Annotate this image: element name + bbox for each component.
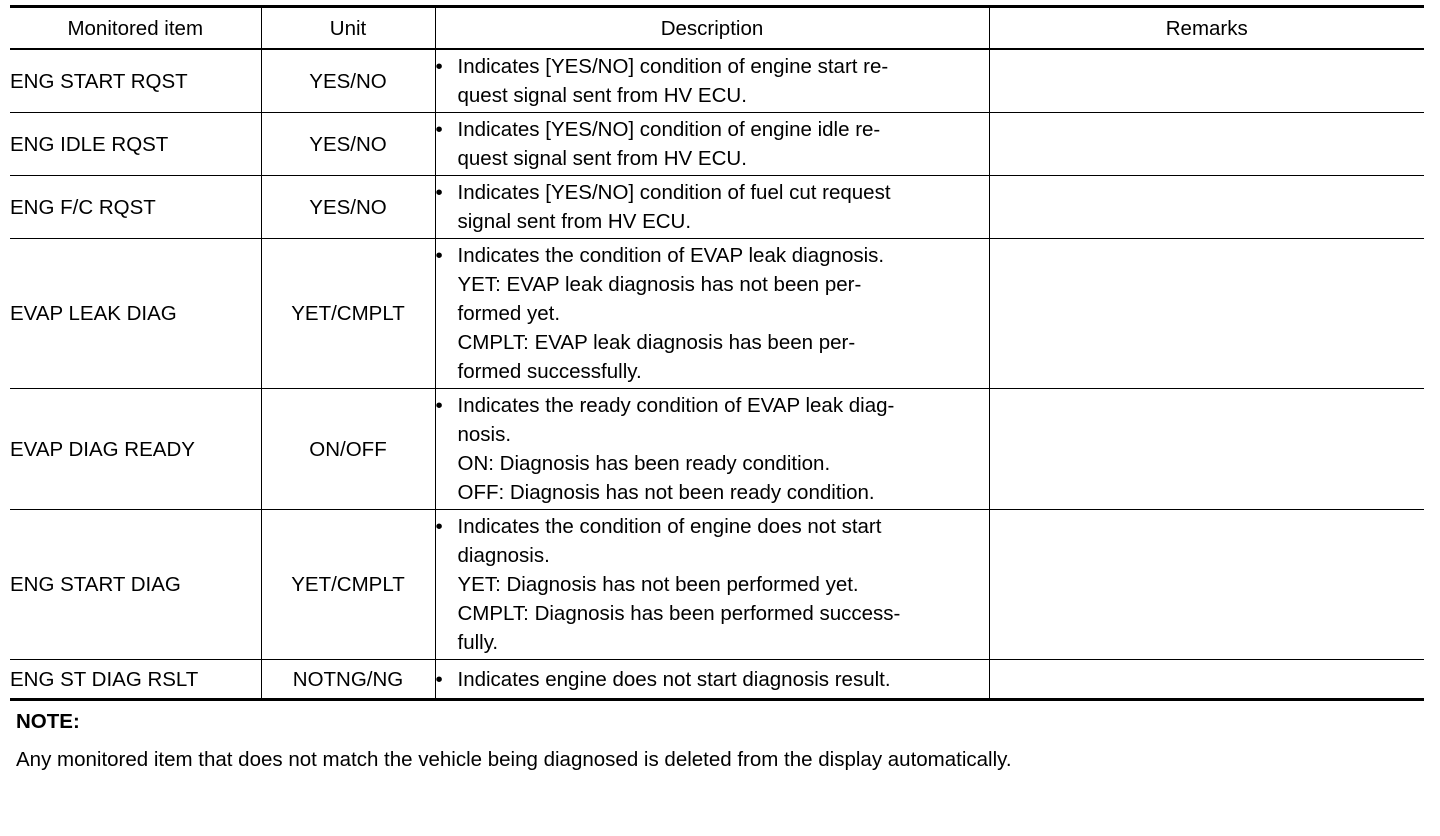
table-header-row (10, 7, 1424, 50)
document-page (10, 5, 1424, 774)
header-unit: Unit (261, 7, 435, 50)
unit-cell: NOTNG/NG (261, 660, 435, 700)
table-row (10, 49, 1424, 113)
description-line: Indicates engine does not start diagnosis result. (457, 667, 891, 691)
note-title: NOTE: (16, 710, 80, 733)
description-bullet (436, 512, 989, 657)
description-line: fully. (457, 631, 499, 654)
bullet-mark: • (435, 515, 443, 538)
note-section (10, 707, 1424, 774)
monitored-item-cell: ENG IDLE RQST (10, 113, 261, 176)
description-bullet (436, 52, 989, 110)
note-text: Any monitored item that does not match the vehicle being diagnosed is deleted from the display automatically. (16, 748, 1012, 771)
description-line: Indicates [YES/NO] condition of engine start re- (457, 55, 889, 78)
unit-cell: ON/OFF (261, 389, 435, 510)
remarks-cell (989, 176, 1424, 239)
description-bullet (436, 665, 989, 694)
description-bullet (436, 178, 989, 236)
description-line: formed yet. (457, 302, 561, 325)
monitored-item-cell: ENG F/C RQST (10, 176, 261, 239)
remarks-cell (989, 49, 1424, 113)
table-row (10, 113, 1424, 176)
description-bullet (436, 115, 989, 173)
unit-cell: YES/NO (261, 176, 435, 239)
unit-cell: YET/CMPLT (261, 510, 435, 660)
description-line: YET: EVAP leak diagnosis has not been per- (457, 273, 862, 296)
header-monitored-item: Monitored item (10, 7, 261, 50)
description-line: signal sent from HV ECU. (457, 210, 692, 233)
description-line: Indicates [YES/NO] condition of engine idle re- (457, 118, 881, 141)
remarks-cell (989, 510, 1424, 660)
description-cell (435, 176, 989, 239)
description-cell (435, 239, 989, 389)
unit-cell: YES/NO (261, 49, 435, 113)
bullet-mark: • (435, 667, 443, 691)
unit-cell: YES/NO (261, 113, 435, 176)
description-line: Indicates the ready condition of EVAP leak diag- (457, 394, 895, 417)
description-bullet (436, 391, 989, 507)
remarks-cell (989, 239, 1424, 389)
table-row (10, 510, 1424, 660)
bullet-mark: • (435, 181, 443, 204)
description-cell (435, 660, 989, 700)
description-line: YET: Diagnosis has not been performed yet. (457, 573, 859, 596)
description-cell (435, 113, 989, 176)
remarks-cell (989, 389, 1424, 510)
bullet-mark: • (435, 244, 443, 267)
header-remarks: Remarks (989, 7, 1424, 50)
description-line: ON: Diagnosis has been ready condition. (457, 452, 831, 475)
monitored-item-cell: EVAP LEAK DIAG (10, 239, 261, 389)
unit-cell: YET/CMPLT (261, 239, 435, 389)
remarks-cell (989, 113, 1424, 176)
description-line: nosis. (457, 423, 512, 446)
table-row (10, 389, 1424, 510)
description-bullet (436, 241, 989, 386)
bullet-mark: • (435, 118, 443, 141)
description-cell (435, 389, 989, 510)
monitor-item-table (10, 5, 1424, 701)
description-line: quest signal sent from HV ECU. (457, 147, 747, 170)
description-line: CMPLT: EVAP leak diagnosis has been per- (457, 331, 856, 354)
monitored-item-cell: EVAP DIAG READY (10, 389, 261, 510)
description-line: Indicates [YES/NO] condition of fuel cut request (457, 181, 891, 204)
description-line: Indicates the condition of EVAP leak diagnosis. (457, 244, 885, 267)
description-line: CMPLT: Diagnosis has been performed success- (457, 602, 901, 625)
header-description: Description (435, 7, 989, 50)
description-line: quest signal sent from HV ECU. (457, 84, 747, 107)
monitored-item-cell: ENG START DIAG (10, 510, 261, 660)
monitored-item-cell: ENG ST DIAG RSLT (10, 660, 261, 700)
description-cell (435, 510, 989, 660)
description-line: diagnosis. (457, 544, 550, 567)
bullet-mark: • (435, 394, 443, 417)
description-line: OFF: Diagnosis has not been ready condition. (457, 481, 875, 504)
bullet-mark: • (435, 55, 443, 78)
monitored-item-cell: ENG START RQST (10, 49, 261, 113)
description-cell (435, 49, 989, 113)
description-line: formed successfully. (457, 360, 642, 383)
remarks-cell (989, 660, 1424, 700)
table-row (10, 239, 1424, 389)
table-row (10, 176, 1424, 239)
description-line: Indicates the condition of engine does not start (457, 515, 882, 538)
table-row (10, 660, 1424, 700)
